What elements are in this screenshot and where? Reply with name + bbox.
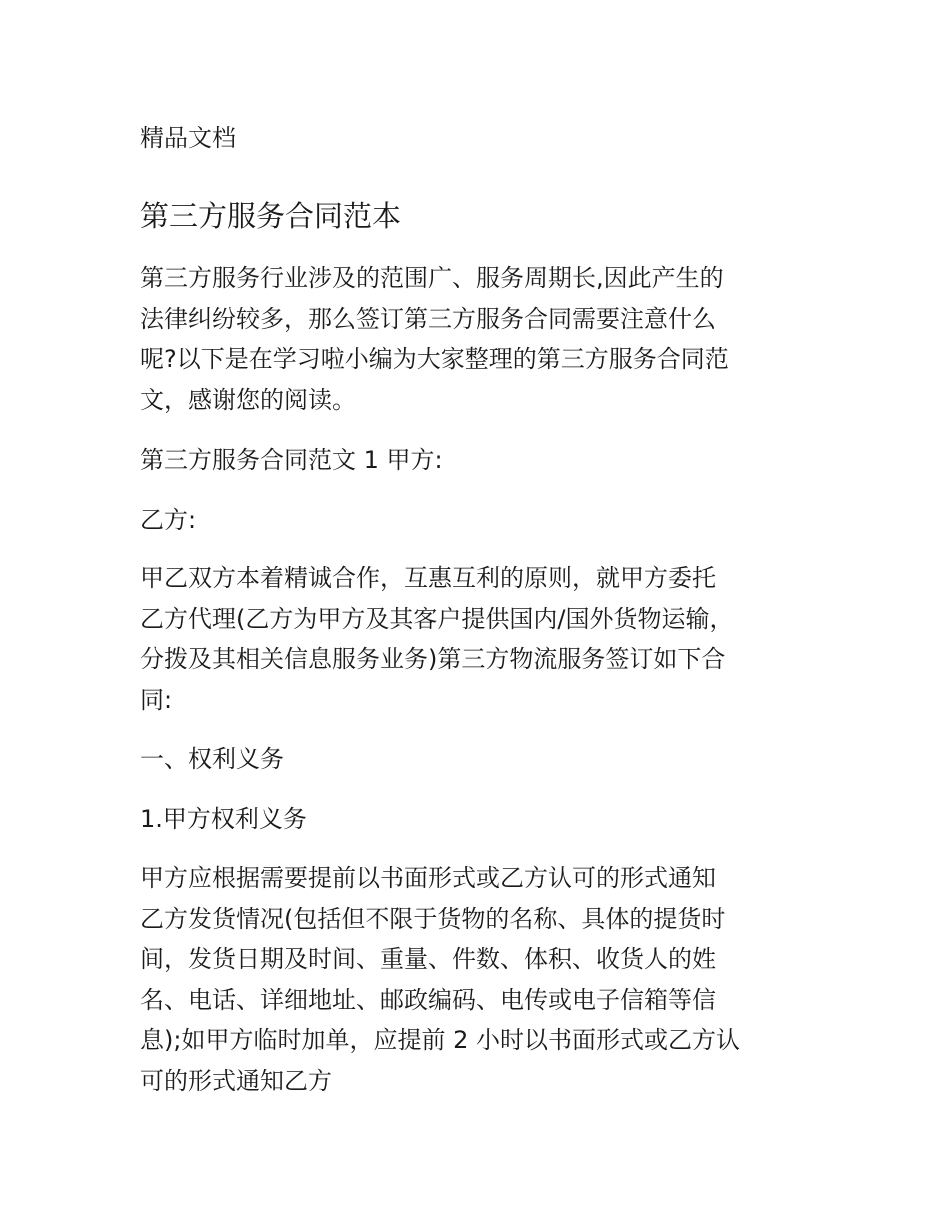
subsection-heading-text: 1.甲方权利义务 [140,805,307,833]
section-heading-text: 一、权利义务 [140,745,284,773]
document-title: 第三方服务合同范本 [140,199,402,233]
section-heading [140,739,820,780]
intro-line: 文，感谢您的阅读。 [140,385,356,414]
intro-paragraph [140,258,820,420]
intro-line: 第三方服务行业涉及的范围广、服务周期长,因此产生的 [140,264,724,292]
intro-line: 法律纠纷较多，那么签订第三方服务合同需要注意什么 [140,304,716,333]
subsection-heading [140,799,820,840]
sample-heading [140,440,820,481]
obligation-line: 息);如甲方临时加单，应提前 2 小时以书面形式或乙方认 [140,1026,740,1054]
intro-line: 呢?以下是在学习啦小编为大家整理的第三方服务合同范 [140,345,729,373]
sample-heading-text: 第三方服务合同范文 1 甲方: [140,446,443,474]
preamble-line: 同: [140,685,173,714]
obligation-paragraph [140,858,820,1101]
party-b-text: 乙方: [140,506,197,534]
preamble-paragraph [140,558,820,720]
header-label: 精品文档 [140,124,236,152]
obligation-line: 甲方应根据需要提前以书面形式或乙方认可的形式通知 [140,864,716,892]
obligation-line: 乙方发货情况(包括但不限于货物的名称、具体的提货时 [140,904,726,933]
obligation-line: 名、电话、详细地址、邮政编码、电传或电子信箱等信 [140,985,716,1014]
obligation-line: 可的形式通知乙方 [140,1066,332,1095]
preamble-line: 乙方代理(乙方为甲方及其客户提供国内/国外货物运输， [140,604,734,633]
party-b-label [140,500,820,541]
preamble-line: 分拨及其相关信息服务业务)第三方物流服务签订如下合 [140,645,726,673]
preamble-line: 甲乙双方本着精诚合作，互惠互利的原则，就甲方委托 [140,564,716,592]
obligation-line: 间，发货日期及时间、重量、件数、体积、收货人的姓 [140,945,716,973]
